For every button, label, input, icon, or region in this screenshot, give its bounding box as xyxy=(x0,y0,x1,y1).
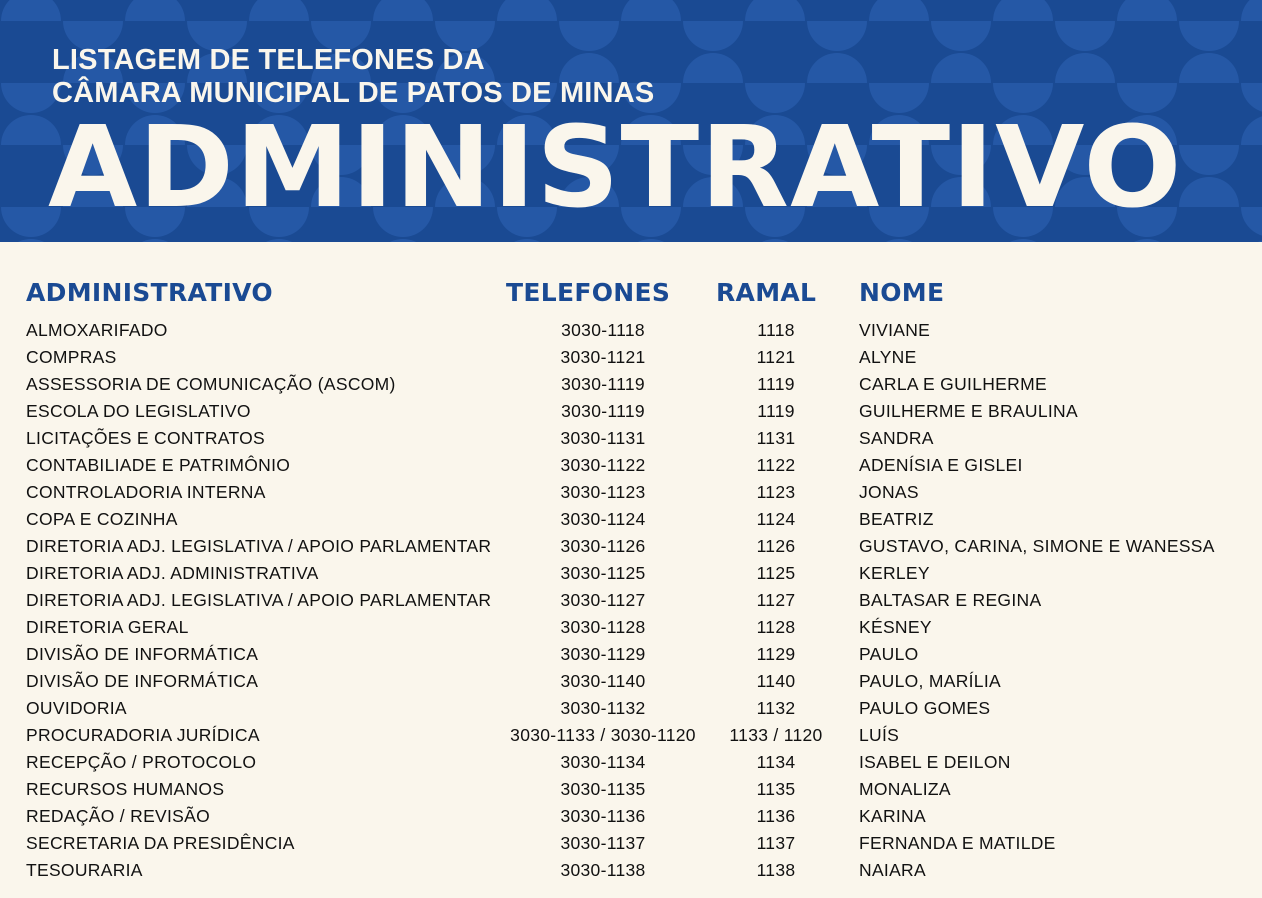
table-row xyxy=(0,317,1262,344)
pattern-half-circle xyxy=(1179,145,1239,175)
cell-department: ALMOXARIFADO xyxy=(26,320,168,340)
cell-phone: 3030-1122 xyxy=(560,455,646,475)
column-header-name: NOME xyxy=(859,278,945,307)
pattern-half-circle xyxy=(373,239,433,242)
cell-department: RECURSOS HUMANOS xyxy=(26,779,225,799)
header-text xyxy=(48,44,1183,233)
cell-extension: 1134 xyxy=(756,752,796,772)
cell-extension: 1132 xyxy=(756,698,796,718)
page-title: ADMINISTRATIVO xyxy=(48,103,1183,233)
table-row xyxy=(0,506,1262,533)
cell-department: ESCOLA DO LEGISLATIVO xyxy=(26,401,251,421)
pattern-half-circle xyxy=(869,0,929,21)
pattern-half-circle xyxy=(745,0,805,21)
pattern-half-circle xyxy=(869,239,929,242)
cell-extension: 1128 xyxy=(756,617,796,637)
cell-department: REDAÇÃO / REVISÃO xyxy=(26,806,211,826)
cell-department: CONTABILIADE E PATRIMÔNIO xyxy=(26,455,291,475)
pattern-half-circle xyxy=(993,239,1053,242)
cell-name: PAULO GOMES xyxy=(859,698,991,718)
cell-extension: 1124 xyxy=(756,509,796,529)
cell-extension: 1127 xyxy=(756,590,796,610)
phone-table xyxy=(0,278,1262,884)
cell-extension: 1123 xyxy=(756,482,796,502)
cell-phone: 3030-1136 xyxy=(560,806,646,826)
cell-name: FERNANDA E MATILDE xyxy=(859,833,1056,853)
cell-department: RECEPÇÃO / PROTOCOLO xyxy=(26,752,257,772)
pattern-half-circle xyxy=(1,0,61,21)
cell-extension: 1131 xyxy=(756,428,796,448)
cell-phone: 3030-1135 xyxy=(560,779,646,799)
cell-extension: 1119 xyxy=(757,374,795,394)
pattern-half-circle xyxy=(249,0,309,21)
table-row xyxy=(0,344,1262,371)
cell-department: TESOURARIA xyxy=(26,860,143,880)
cell-phone: 3030-1138 xyxy=(560,860,646,880)
cell-department: DIRETORIA ADJ. ADMINISTRATIVA xyxy=(26,563,319,583)
cell-extension: 1135 xyxy=(756,779,796,799)
pattern-half-circle xyxy=(1241,0,1262,21)
pattern-half-circle xyxy=(621,0,681,21)
cell-phone: 3030-1119 xyxy=(561,401,645,421)
table-row xyxy=(0,722,1262,749)
table-row xyxy=(0,587,1262,614)
column-header-phones: TELEFONES xyxy=(506,278,671,307)
cell-name: LUÍS xyxy=(859,725,900,745)
cell-department: DIVISÃO DE INFORMÁTICA xyxy=(26,671,259,691)
cell-phone: 3030-1132 xyxy=(560,698,646,718)
header-banner xyxy=(0,0,1262,242)
pattern-half-circle xyxy=(1241,83,1262,113)
table-row xyxy=(0,560,1262,587)
cell-extension: 1118 xyxy=(757,320,795,340)
cell-extension: 1136 xyxy=(756,806,796,826)
cell-department: LICITAÇÕES E CONTRATOS xyxy=(26,428,265,448)
cell-phone: 3030-1119 xyxy=(561,374,645,394)
table-row xyxy=(0,533,1262,560)
cell-extension: 1137 xyxy=(756,833,796,853)
pattern-half-circle xyxy=(1,239,61,242)
cell-extension: 1125 xyxy=(756,563,796,583)
pattern-half-circle xyxy=(1241,207,1262,237)
cell-extension: 1126 xyxy=(756,536,796,556)
pattern-half-circle xyxy=(993,0,1053,21)
cell-name: KERLEY xyxy=(859,563,930,583)
cell-extension: 1119 xyxy=(757,401,795,421)
pattern-half-circle xyxy=(1241,239,1262,242)
table-row xyxy=(0,668,1262,695)
cell-name: CARLA E GUILHERME xyxy=(859,374,1047,394)
cell-name: KARINA xyxy=(859,806,926,826)
table-row xyxy=(0,857,1262,884)
cell-extension: 1121 xyxy=(756,347,796,367)
cell-phone: 3030-1127 xyxy=(560,590,646,610)
cell-extension: 1138 xyxy=(756,860,796,880)
cell-phone: 3030-1128 xyxy=(560,617,646,637)
cell-department: DIRETORIA ADJ. LEGISLATIVA / APOIO PARLAMENTAR xyxy=(26,536,492,556)
cell-phone: 3030-1125 xyxy=(560,563,646,583)
pattern-half-circle xyxy=(373,0,433,21)
pattern-half-circle xyxy=(1117,0,1177,21)
cell-name: VIVIANE xyxy=(859,320,931,340)
cell-department: CONTROLADORIA INTERNA xyxy=(26,482,266,502)
cell-name: PAULO, MARÍLIA xyxy=(859,671,1001,691)
table-row xyxy=(0,452,1262,479)
cell-name: ISABEL E DEILON xyxy=(859,752,1011,772)
table-row xyxy=(0,830,1262,857)
table-row xyxy=(0,614,1262,641)
pattern-half-circle xyxy=(1241,115,1262,145)
cell-department: SECRETARIA DA PRESIDÊNCIA xyxy=(26,833,295,853)
pattern-half-circle xyxy=(497,239,557,242)
cell-phone: 3030-1137 xyxy=(560,833,646,853)
cell-phone: 3030-1121 xyxy=(560,347,646,367)
subtitle-line-2: CÂMARA MUNICIPAL DE PATOS DE MINAS xyxy=(52,77,655,109)
cell-phone: 3030-1140 xyxy=(560,671,646,691)
table-row xyxy=(0,398,1262,425)
cell-name: GUSTAVO, CARINA, SIMONE E WANESSA xyxy=(859,536,1215,556)
table-row xyxy=(0,776,1262,803)
cell-phone: 3030-1134 xyxy=(560,752,646,772)
cell-department: COPA E COZINHA xyxy=(26,509,178,529)
cell-extension: 1129 xyxy=(756,644,796,664)
cell-phone: 3030-1123 xyxy=(560,482,646,502)
pattern-half-circle xyxy=(249,239,309,242)
table-body xyxy=(0,317,1262,884)
cell-name: BALTASAR E REGINA xyxy=(859,590,1042,610)
cell-name: SANDRA xyxy=(859,428,934,448)
cell-department: COMPRAS xyxy=(26,347,117,367)
pattern-half-circle xyxy=(621,239,681,242)
cell-name: BEATRIZ xyxy=(859,509,934,529)
cell-name: JONAS xyxy=(859,482,919,502)
table-row xyxy=(0,695,1262,722)
cell-name: PAULO xyxy=(859,644,919,664)
cell-department: PROCURADORIA JURÍDICA xyxy=(26,725,260,745)
table-row xyxy=(0,371,1262,398)
cell-extension: 1133 / 1120 xyxy=(729,725,823,745)
column-header-department: ADMINISTRATIVO xyxy=(26,278,273,307)
cell-name: MONALIZA xyxy=(859,779,951,799)
cell-department: OUVIDORIA xyxy=(26,698,127,718)
cell-department: ASSESSORIA DE COMUNICAÇÃO (ASCOM) xyxy=(26,374,396,394)
column-header-extension: RAMAL xyxy=(716,278,817,307)
pattern-half-circle xyxy=(745,239,805,242)
cell-department: DIRETORIA ADJ. LEGISLATIVA / APOIO PARLAMENTAR xyxy=(26,590,492,610)
table-header xyxy=(0,278,1262,314)
pattern-half-circle xyxy=(1179,177,1239,207)
cell-phone: 3030-1118 xyxy=(561,320,645,340)
cell-phone: 3030-1129 xyxy=(560,644,646,664)
cell-name: ALYNE xyxy=(859,347,917,367)
pattern-half-circle xyxy=(1179,21,1239,51)
pattern-half-circle xyxy=(497,0,557,21)
table-row xyxy=(0,479,1262,506)
cell-department: DIRETORIA GERAL xyxy=(26,617,189,637)
table-row xyxy=(0,749,1262,776)
cell-name: GUILHERME E BRAULINA xyxy=(859,401,1078,421)
pattern-half-circle xyxy=(1179,53,1239,83)
table-row xyxy=(0,425,1262,452)
pattern-half-circle xyxy=(125,0,185,21)
cell-phone: 3030-1126 xyxy=(560,536,646,556)
cell-name: ADENÍSIA E GISLEI xyxy=(859,455,1023,475)
pattern-half-circle xyxy=(125,239,185,242)
cell-phone: 3030-1124 xyxy=(560,509,646,529)
cell-department: DIVISÃO DE INFORMÁTICA xyxy=(26,644,259,664)
pattern-half-circle xyxy=(1117,239,1177,242)
table-row xyxy=(0,641,1262,668)
cell-name: KÉSNEY xyxy=(859,617,932,637)
cell-phone: 3030-1133 / 3030-1120 xyxy=(510,725,696,745)
subtitle-line-1: LISTAGEM DE TELEFONES DA xyxy=(52,44,485,76)
cell-extension: 1140 xyxy=(756,671,796,691)
cell-name: NAIARA xyxy=(859,860,926,880)
cell-phone: 3030-1131 xyxy=(560,428,646,448)
cell-extension: 1122 xyxy=(756,455,796,475)
table-row xyxy=(0,803,1262,830)
